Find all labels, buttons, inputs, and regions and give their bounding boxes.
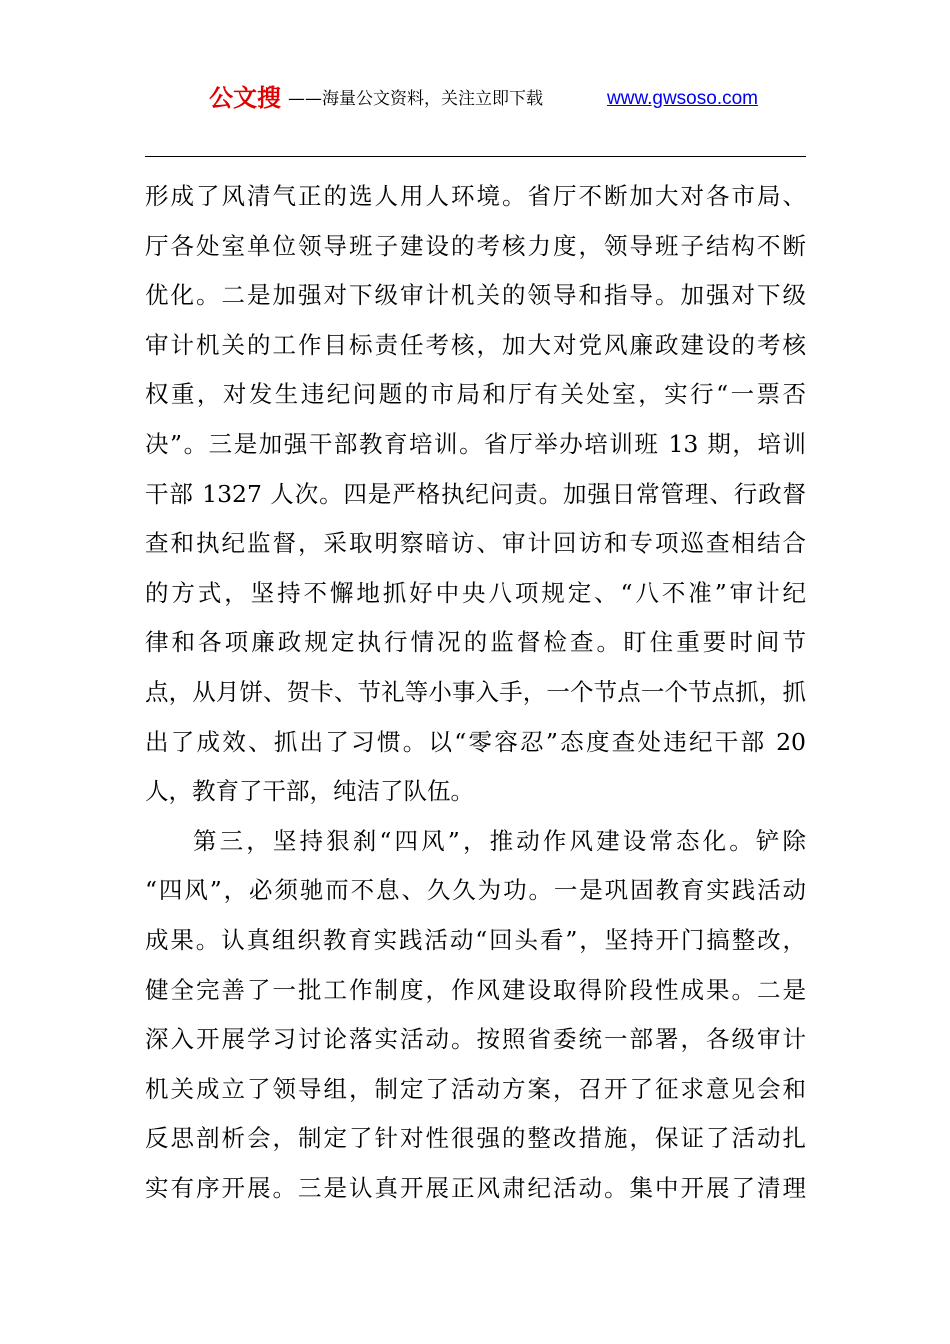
body-line: 机关成立了领导组，制定了活动方案，召开了征求意见会和 (145, 1074, 806, 1103)
body-line: 实有序开展。三是认真开展正风肃纪活动。集中开展了清理 (145, 1173, 806, 1202)
body-line: 反思剖析会，制定了针对性很强的整改措施，保证了活动扎 (145, 1124, 806, 1153)
body-line: 优化。二是加强对下级审计机关的领导和指导。加强对下级 (145, 281, 806, 310)
body-line: “四风”，必须驰而不息、久久为功。一是巩固教育实践活动 (145, 876, 806, 905)
header-divider (145, 156, 806, 157)
body-line: 干部 1327 人次。四是严格执纪问责。加强日常管理、行政督 (145, 479, 806, 508)
body-line: 点，从月饼、贺卡、节礼等小事入手，一个节点一个节点抓，抓 (145, 677, 806, 706)
body-line: 决”。三是加强干部教育培训。省厅举办培训班 13 期，培训 (145, 429, 806, 458)
body-line: 健全完善了一批工作制度，作风建设取得阶段性成果。二是 (145, 975, 806, 1004)
body-line: 审计机关的工作目标责任考核，加大对党风廉政建设的考核 (145, 330, 806, 359)
page-header (0, 82, 950, 118)
paragraph-start-line: 第三，坚持狠刹“四风”，推动作风建设常态化。铲除 (193, 826, 806, 855)
body-line: 查和执纪监督，采取明察暗访、审计回访和专项巡查相结合 (145, 529, 806, 558)
body-line: 权重，对发生违纪问题的市局和厅有关处室，实行“一票否 (145, 380, 806, 409)
body-line: 律和各项廉政规定执行情况的监督检查。盯住重要时间节 (145, 628, 806, 657)
brand-logo-text: 公文搜 (209, 84, 281, 112)
body-line: 出了成效、抓出了习惯。以“零容忍”态度查处违纪干部 20 (145, 727, 806, 756)
site-link[interactable]: www.gwsoso.com (607, 88, 758, 109)
body-line: 人，教育了干部，纯洁了队伍。 (145, 777, 474, 806)
body-line: 形成了风清气正的选人用人环境。省厅不断加大对各市局、 (145, 182, 806, 210)
header-tagline: ——海量公文资料，关注立即下载 (288, 89, 543, 109)
body-line: 厅各处室单位领导班子建设的考核力度，领导班子结构不断 (145, 231, 806, 260)
body-line: 深入开展学习讨论落实活动。按照省委统一部署，各级审计 (145, 1025, 806, 1054)
body-line: 的方式，坚持不懈地抓好中央八项规定、“八不准”审计纪 (145, 578, 806, 607)
body-line: 成果。认真组织教育实践活动“回头看”，坚持开门搞整改， (145, 925, 806, 954)
document-body (145, 172, 806, 1213)
